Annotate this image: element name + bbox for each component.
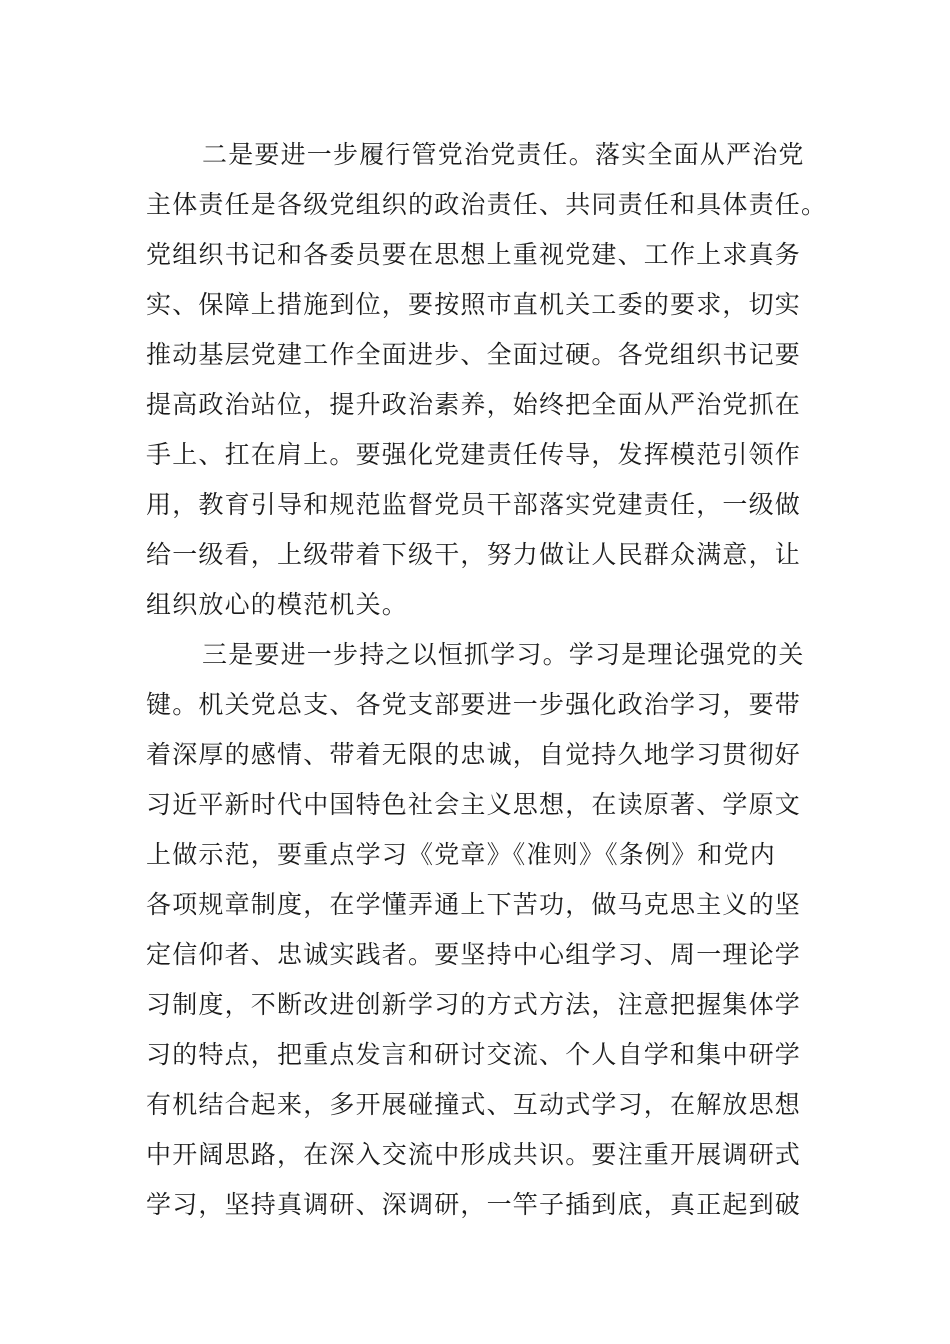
paragraph-line: 学习，坚持真调研、深调研，一竿子插到底，真正起到破 xyxy=(146,1190,802,1219)
paragraph-line: 组织放心的模范机关。 xyxy=(146,590,409,619)
paragraph-responsibility xyxy=(146,130,828,630)
paragraph-line: 有机结合起来，多开展碰撞式、互动式学习，在解放思想 xyxy=(146,1090,802,1119)
paragraph-line: 提高政治站位，提升政治素养，始终把全面从严治党抓在 xyxy=(146,390,802,419)
paragraph-line: 键。机关党总支、各党支部要进一步强化政治学习，要带 xyxy=(146,690,802,719)
paragraph-line: 实、保障上措施到位，要按照市直机关工委的要求，切实 xyxy=(146,290,802,319)
paragraph-line: 三是要进一步持之以恒抓学习。学习是理论强党的关 xyxy=(202,640,805,669)
paragraph-line: 二是要进一步履行管党治党责任。落实全面从严治党 xyxy=(202,140,805,169)
paragraph-line: 推动基层党建工作全面进步、全面过硬。各党组织书记要 xyxy=(146,340,802,369)
paragraph-line: 党组织书记和各委员要在思想上重视党建、工作上求真务 xyxy=(146,240,802,269)
paragraph-line: 给一级看，上级带着下级干，努力做让人民群众满意，让 xyxy=(146,540,802,569)
paragraph-line: 主体责任是各级党组织的政治责任、共同责任和具体责任。 xyxy=(146,190,828,219)
paragraph-line: 各项规章制度，在学懂弄通上下苦功，做马克思主义的坚 xyxy=(146,890,802,919)
paragraph-line: 用，教育引导和规范监督党员干部落实党建责任，一级做 xyxy=(146,490,802,519)
paragraph-study xyxy=(146,630,806,1230)
paragraph-line: 定信仰者、忠诚实践者。要坚持中心组学习、周一理论学 xyxy=(146,940,802,969)
paragraph-line: 上做示范，要重点学习《党章》《准则》《条例》和党内 xyxy=(146,840,777,869)
paragraph-line: 习的特点，把重点发言和研讨交流、个人自学和集中研学 xyxy=(146,1040,802,1069)
paragraph-line: 手上、扛在肩上。要强化党建责任传导，发挥模范引领作 xyxy=(146,440,802,469)
paragraph-line: 习近平新时代中国特色社会主义思想，在读原著、学原文 xyxy=(146,790,802,819)
paragraph-line: 着深厚的感情、带着无限的忠诚，自觉持久地学习贯彻好 xyxy=(146,740,802,769)
document-body xyxy=(146,130,828,1230)
paragraph-line: 中开阔思路，在深入交流中形成共识。要注重开展调研式 xyxy=(146,1140,802,1169)
paragraph-line: 习制度，不断改进创新学习的方式方法，注意把握集体学 xyxy=(146,990,802,1019)
